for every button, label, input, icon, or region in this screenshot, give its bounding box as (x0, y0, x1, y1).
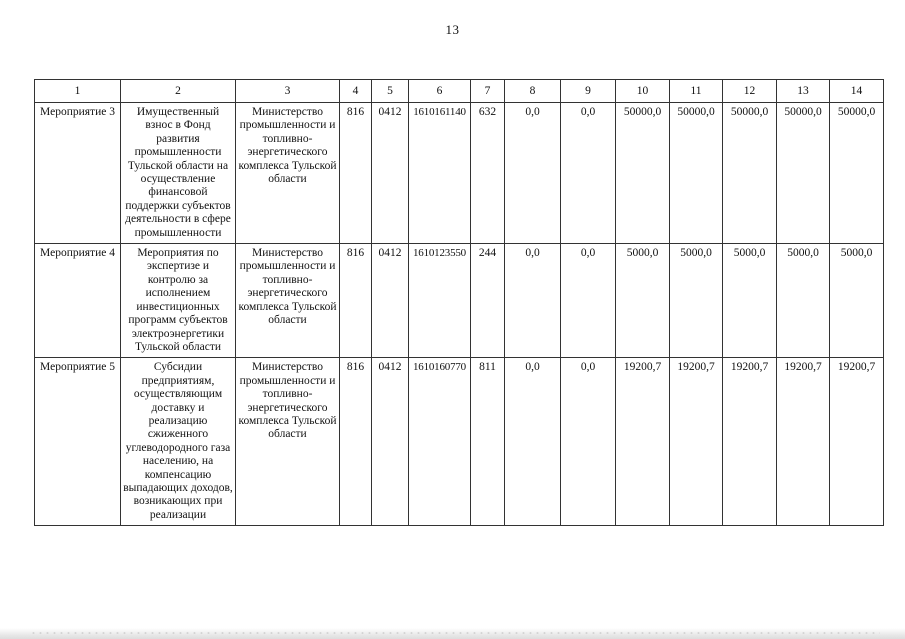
event-name-cell: Мероприятие 5 (35, 358, 121, 526)
value-cell: 19200,7 (670, 358, 723, 526)
section-code-cell: 0412 (372, 103, 409, 244)
value-cell: 0,0 (561, 244, 616, 358)
event-name-cell: Мероприятие 3 (35, 103, 121, 244)
table-row (35, 358, 884, 526)
column-header: 13 (777, 80, 830, 103)
column-header: 9 (561, 80, 616, 103)
column-header: 2 (121, 80, 236, 103)
value-cell: 0,0 (505, 244, 561, 358)
value-cell: 5000,0 (723, 244, 777, 358)
column-header: 1 (35, 80, 121, 103)
scan-noise (30, 631, 880, 635)
target-code-cell: 1610161140 (409, 103, 471, 244)
value-cell: 19200,7 (777, 358, 830, 526)
column-header: 14 (830, 80, 884, 103)
value-cell: 50000,0 (777, 103, 830, 244)
table-header-row (35, 80, 884, 103)
target-code-cell: 1610123550 (409, 244, 471, 358)
executor-cell: Министерство промышленности и топливно-энергетического комплекса Тульской области (236, 358, 340, 526)
event-name-cell: Мероприятие 4 (35, 244, 121, 358)
column-header: 10 (616, 80, 670, 103)
column-header: 7 (471, 80, 505, 103)
expense-type-cell: 632 (471, 103, 505, 244)
value-cell: 0,0 (505, 358, 561, 526)
value-cell: 19200,7 (830, 358, 884, 526)
executor-cell: Министерство промышленности и топливно-энергетического комплекса Тульской области (236, 244, 340, 358)
column-header: 5 (372, 80, 409, 103)
event-description-cell: Мероприятия по экспертизе и контролю за исполнением инвестиционных программ субъектов электроэнергетики Тульской области (121, 244, 236, 358)
ministry-code-cell: 816 (340, 103, 372, 244)
column-header: 3 (236, 80, 340, 103)
column-header: 4 (340, 80, 372, 103)
expense-type-cell: 244 (471, 244, 505, 358)
event-description-cell: Субсидии предприятиям, осуществляющим доставку и реализацию сжиженного углеводородного газа населению, на компенсацию выпадающих доходов, возникающих при реализации (121, 358, 236, 526)
value-cell: 5000,0 (616, 244, 670, 358)
column-header: 8 (505, 80, 561, 103)
ministry-code-cell: 816 (340, 244, 372, 358)
value-cell: 5000,0 (777, 244, 830, 358)
table-row (35, 244, 884, 358)
page-number: 13 (445, 22, 460, 37)
value-cell: 5000,0 (670, 244, 723, 358)
executor-cell: Министерство промышленности и топливно-энергетического комплекса Тульской области (236, 103, 340, 244)
value-cell: 5000,0 (830, 244, 884, 358)
value-cell: 19200,7 (723, 358, 777, 526)
ministry-code-cell: 816 (340, 358, 372, 526)
event-description-cell: Имущественный взнос в Фонд развития промышленности Тульской области на осуществление финансовой поддержки субъектов деятельности в сфере промышленности (121, 103, 236, 244)
column-header: 12 (723, 80, 777, 103)
value-cell: 50000,0 (723, 103, 777, 244)
column-header: 11 (670, 80, 723, 103)
budget-table (34, 79, 884, 526)
table-row (35, 103, 884, 244)
value-cell: 19200,7 (616, 358, 670, 526)
target-code-cell: 1610160770 (409, 358, 471, 526)
expense-type-cell: 811 (471, 358, 505, 526)
section-code-cell: 0412 (372, 358, 409, 526)
value-cell: 0,0 (561, 103, 616, 244)
value-cell: 0,0 (561, 358, 616, 526)
value-cell: 50000,0 (830, 103, 884, 244)
value-cell: 0,0 (505, 103, 561, 244)
section-code-cell: 0412 (372, 244, 409, 358)
value-cell: 50000,0 (616, 103, 670, 244)
column-header: 6 (409, 80, 471, 103)
value-cell: 50000,0 (670, 103, 723, 244)
